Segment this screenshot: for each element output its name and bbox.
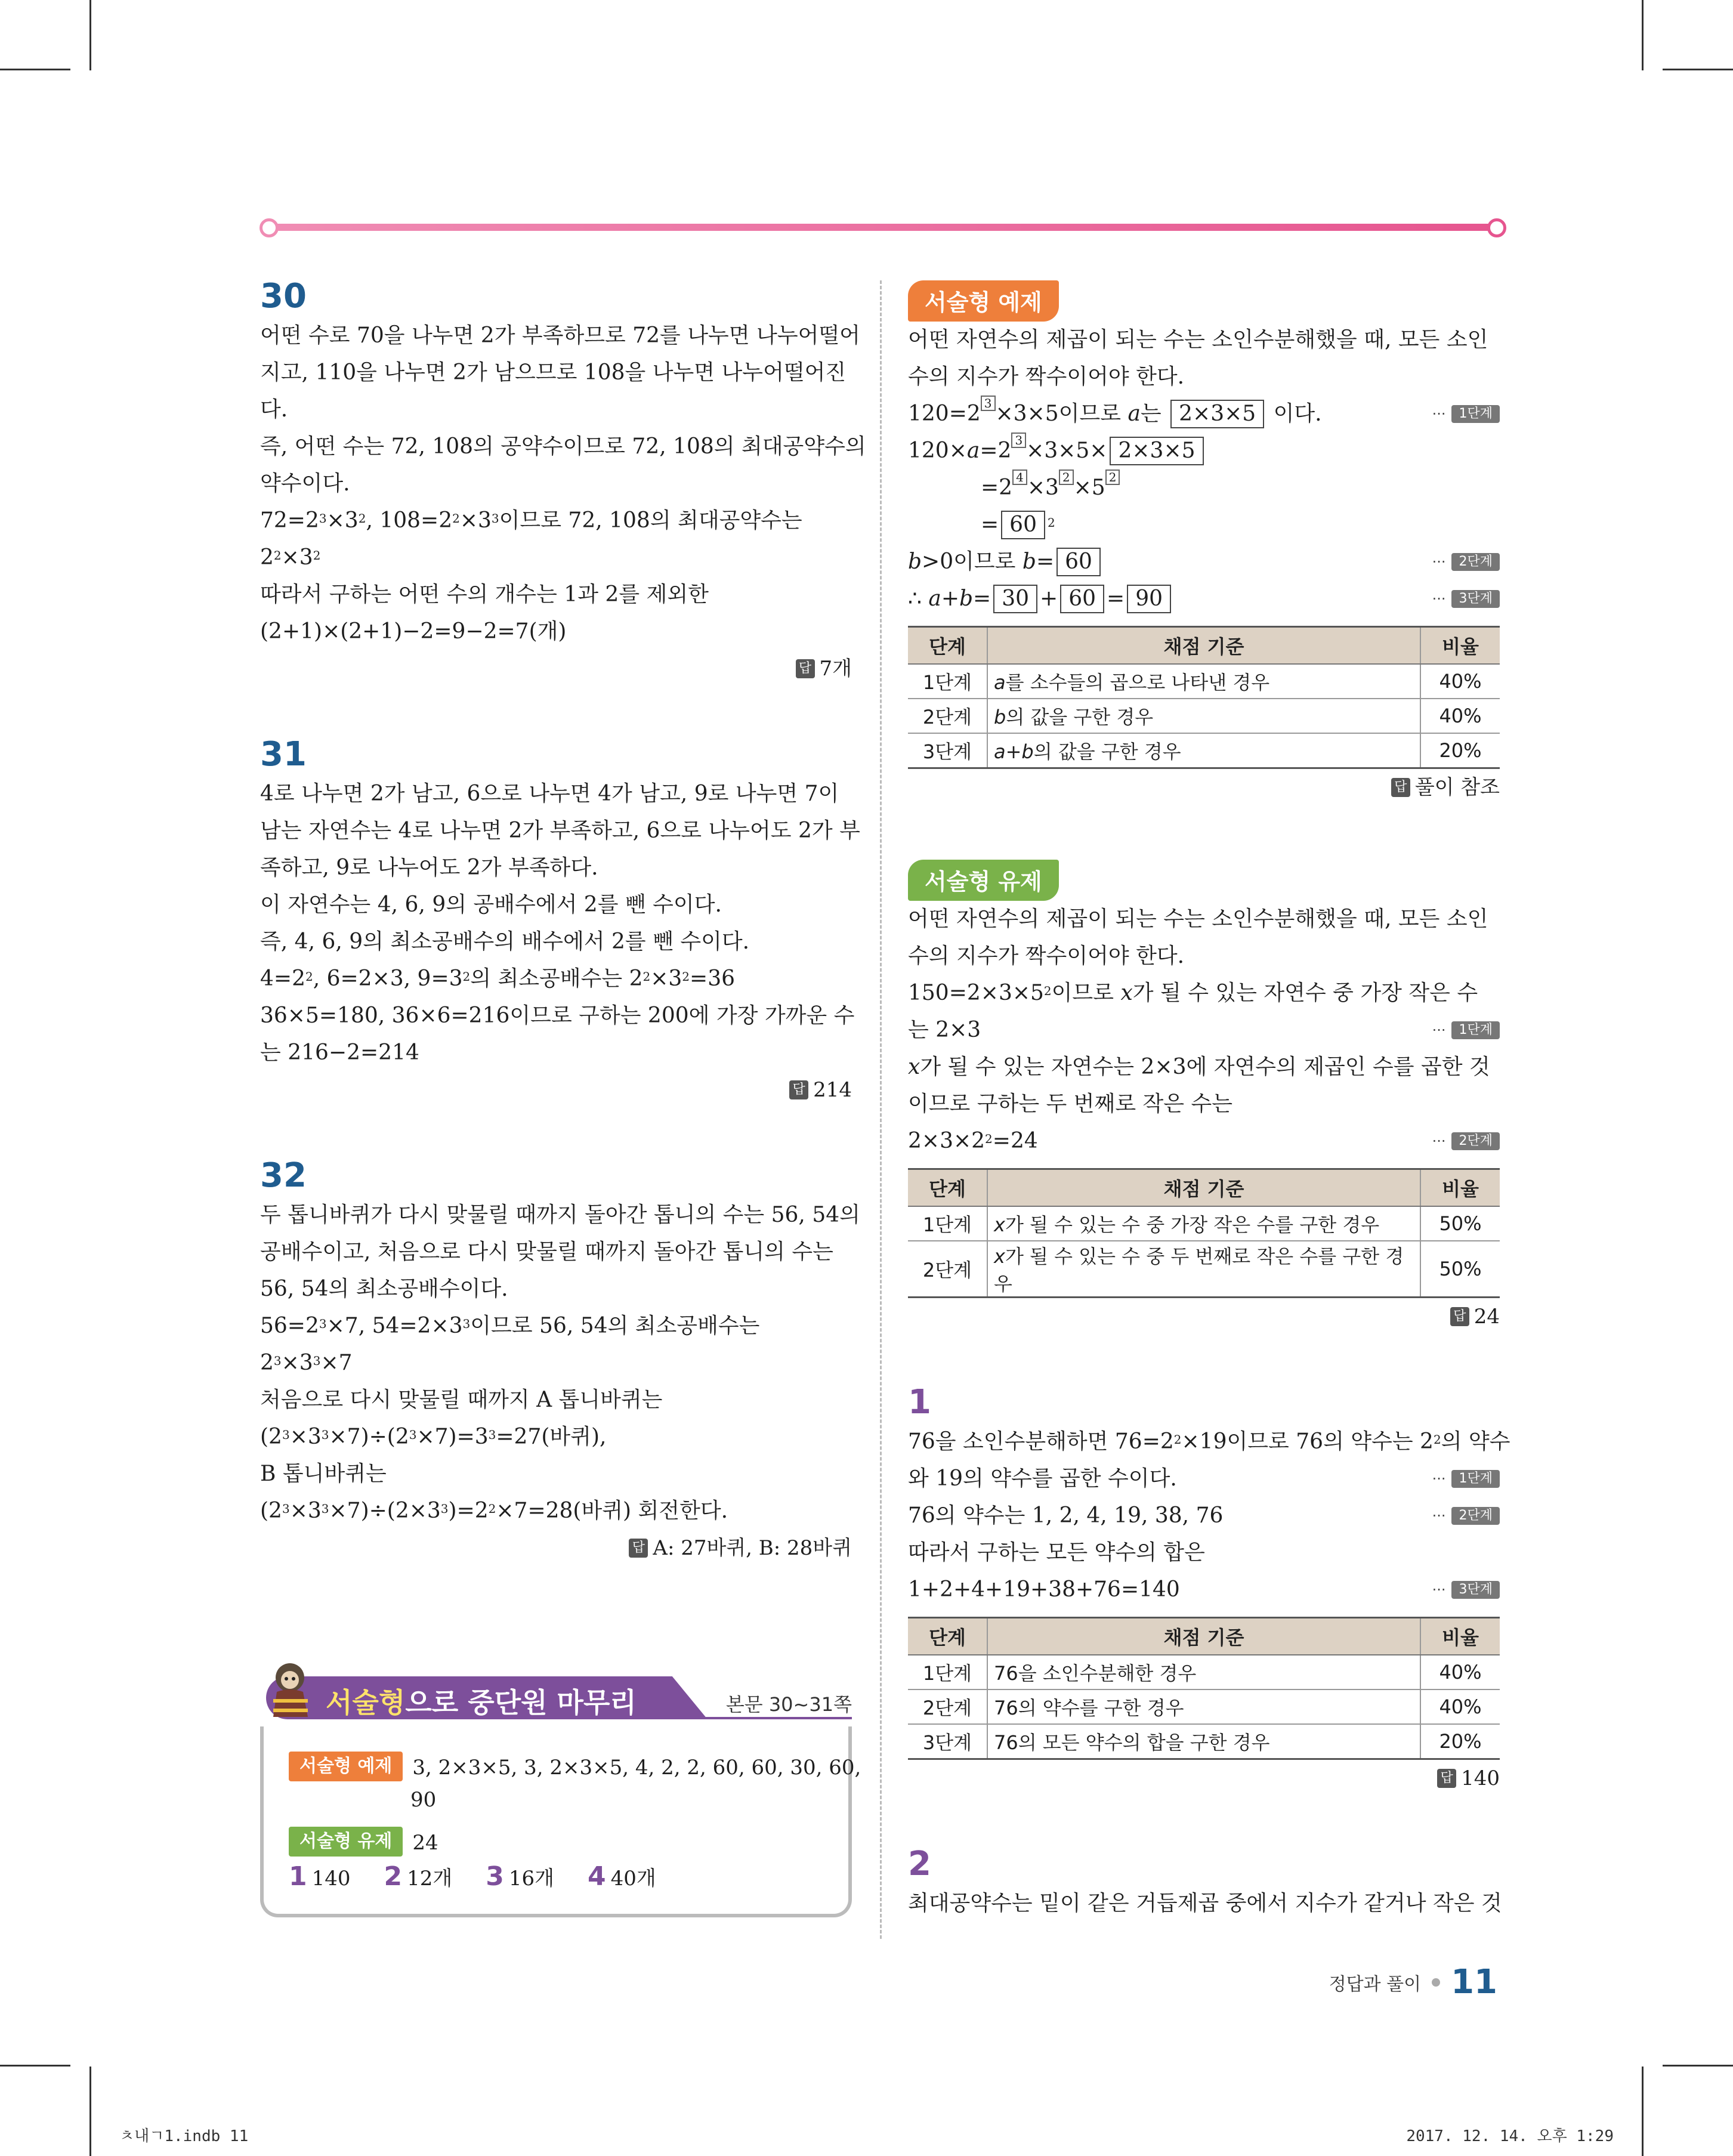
crop-mark: [1663, 69, 1733, 70]
scoring-table: 단계 채점 기준 비율 1단계 a를 소수들의 곱으로 나타낸 경우 40% 2단계 b의 값을 구한 경우 40% 3단계 a+b의 값을 구한 경우 20%: [908, 626, 1500, 769]
text-line: 남는 자연수는 4로 나누면 2가 부족하고, 6으로 나누어도 2가 부: [260, 818, 860, 843]
problem-number: 31: [260, 735, 307, 774]
text-line: 36×5=180, 36×6=216이므로 구하는 200에 가장 가까운 수: [260, 1003, 855, 1028]
text-line: (2+1)×(2+1)−2=9−2=7(개): [260, 619, 567, 644]
text-line: B 톱니바퀴는: [260, 1462, 387, 1486]
text-line: $150=2\times 3\times 5^2$이므로 x가 될 수 있는 자연수 중 가장 작은 수: [908, 981, 1478, 1005]
column-divider: [880, 280, 882, 1939]
summary-header: [260, 1652, 852, 1724]
similar-label: 서술형 유제: [289, 1827, 403, 1857]
text-line: 최대공약수는 밑이 같은 거듭제곱 중에서 지수가 같거나 작은 것: [908, 1891, 1502, 1916]
step-marker: ··· 3단계: [1432, 580, 1500, 617]
text-line: 다.: [260, 397, 288, 422]
table-row: 3단계 a+b의 값을 구한 경우 20%: [908, 733, 1500, 768]
step-marker: ··· 1단계: [1432, 1012, 1500, 1049]
table-row: 1단계 a를 소수들의 곱으로 나타낸 경우 40%: [908, 664, 1500, 699]
page-number: 11: [1451, 1963, 1497, 2001]
text-line: 4로 나누면 2가 남고, 6으로 나누면 4가 남고, 9로 나누면 7이: [260, 782, 839, 806]
text-line: 처음으로 다시 맞물릴 때까지 A 톱니바퀴는: [260, 1388, 663, 1412]
answer: 답 140: [908, 1760, 1500, 1797]
header-rule: [260, 218, 1506, 236]
text-line: $4=2^2$, 6=2×3, $9=3^2$의 최소공배수는 $2^2\times 3^2=36$: [260, 966, 736, 991]
table-row: 3단계 76의 모든 약수의 합을 구한 경우 20%: [908, 1724, 1500, 1759]
table-row: 2단계 b의 값을 구한 경우 40%: [908, 699, 1500, 733]
text-line: 120×a=2 3 ×3×5× 2×3×5: [908, 433, 1500, 469]
step-marker: ··· 1단계: [1432, 1460, 1500, 1497]
text-line: 지고, 110을 나누면 2가 남으므로 108을 나누면 나누어떨어진: [260, 360, 847, 385]
answer-icon: 답: [1437, 1769, 1456, 1788]
text-line: $72=2^3\times 3^2$, $108=2^2\times 3^3$이므로 72, 108의 최대공약수는: [260, 508, 802, 533]
text-line: =2 4 ×3 2 ×5 2: [908, 469, 1500, 506]
text-line: 1+2+4+19+38+76=140 ··· 3단계: [908, 1571, 1500, 1608]
footer-label: 정답과 풀이: [1329, 1973, 1422, 1995]
writing-similar: [908, 860, 1500, 1335]
monkey-mascot-icon: [260, 1657, 326, 1723]
print-slug-date: 2017. 12. 14. 오후 1:29: [1406, 2127, 1614, 2145]
writing-example: [908, 280, 1500, 806]
answer-icon: 답: [789, 1080, 808, 1099]
answer-icon: 답: [1450, 1307, 1469, 1326]
summary-example-cont: 90: [410, 1788, 437, 1812]
text-line: 수의 지수가 짝수이어야 한다.: [908, 365, 1185, 389]
scoring-table: 단계 채점 기준 비율 1단계 76을 소인수분해한 경우 40% 2단계 76의 약수를 구한 경우 40% 3단계 76의 모든 약수의 합을 구한 경우 20%: [908, 1617, 1500, 1760]
page-reference: 본문 30~31쪽: [725, 1693, 852, 1716]
text-line: 족하고, 9로 나누어도 2가 부족하다.: [260, 855, 598, 880]
text-line: $2^2\times 3^2$: [260, 545, 321, 570]
right-column: [908, 280, 1510, 1922]
text-line: = 60 $^2$: [908, 506, 1500, 543]
answer-icon: 답: [796, 659, 815, 678]
text-line: 는 2×3 ··· 1단계: [908, 1012, 1500, 1049]
text-line: 약수이다.: [260, 471, 350, 496]
answer-icon: 답: [629, 1539, 648, 1558]
text-line: 76을 소인수분해하면 $76=2^2\times 19$이므로 76의 약수는 $2^2$의 약수: [908, 1429, 1510, 1454]
problem-number: 30: [260, 277, 307, 316]
text-line: 어떤 수로 70을 나누면 2가 부족하므로 72를 나누면 나누어떨어: [260, 323, 860, 348]
example-banner: 서술형 예제: [908, 280, 1059, 322]
crop-mark: [89, 0, 91, 70]
crop-mark: [0, 2065, 70, 2067]
text-line: 수의 지수가 짝수이어야 한다.: [908, 944, 1185, 968]
problem-1: [908, 1382, 1510, 1797]
table-row: 2단계 x가 될 수 있는 수 중 두 번째로 작은 수를 구한 경우 50%: [908, 1241, 1500, 1298]
text-line: $2\times 3\times 2^2=24$ ··· 2단계: [908, 1123, 1500, 1160]
text-line: $2^3\times 3^3\times 7$: [260, 1351, 353, 1375]
step-marker: ··· 3단계: [1432, 1571, 1500, 1608]
summary-example: 서술형 예제 3, 2×3×5, 3, 2×3×5, 4, 2, 2, 60, 60, 30, 60,: [289, 1752, 861, 1784]
problem-2: [908, 1843, 1500, 1922]
text-line: 어떤 자연수의 제곱이 되는 수는 소인수분해했을 때, 모든 소인: [908, 328, 1488, 352]
text-line: 와 19의 약수를 곱한 수이다. ··· 1단계: [908, 1460, 1500, 1497]
text-line: $(2^3\times 3^3\times 7)\div(2^3\times 7)=3^3=27$(바퀴),: [260, 1425, 607, 1449]
problem-30: [260, 276, 866, 687]
table-row: 1단계 76을 소인수분해한 경우 40%: [908, 1655, 1500, 1689]
text-line: 는 216−2=214: [260, 1040, 419, 1065]
step-marker: ··· 2단계: [1432, 1123, 1500, 1160]
similar-banner: 서술형 유제: [908, 860, 1059, 901]
text-line: $(2^3\times 3^3\times 7)\div(2\times 3^3)=2^2\times 7=28$(바퀴) 회전한다.: [260, 1499, 728, 1523]
text-line: ∴ a+b= 30 + 60 = 90 ··· 3단계: [908, 580, 1500, 617]
text-line: 즉, 어떤 수는 72, 108의 공약수이므로 72, 108의 최대공약수의: [260, 434, 866, 459]
text-line: 즉, 4, 6, 9의 최소공배수의 배수에서 2를 뺀 수이다.: [260, 929, 750, 954]
crop-mark: [1663, 2065, 1733, 2067]
answer: 답 214: [260, 1071, 852, 1108]
step-marker: ··· 1단계: [1432, 396, 1500, 433]
answer: 답 풀이 참조: [908, 769, 1500, 806]
step-marker: ··· 2단계: [1432, 1497, 1500, 1534]
print-slug-file: ㅊ내ㄱ1.indb 11: [119, 2127, 249, 2145]
answer: 답 A: 27바퀴, B: 28바퀴: [260, 1530, 852, 1567]
crop-mark: [89, 2067, 91, 2156]
text-line: 76의 약수는 1, 2, 4, 19, 38, 76 ··· 2단계: [908, 1497, 1500, 1534]
example-label: 서술형 예제: [289, 1752, 403, 1781]
text-line: b>0이므로 b= 60 ··· 2단계: [908, 543, 1500, 580]
summary-title: 서술형으로 중단원 마무리: [326, 1687, 637, 1719]
page-footer: [1329, 1963, 1497, 2001]
problem-number: 1: [908, 1383, 931, 1422]
text-line: 이 자연수는 4, 6, 9의 공배수에서 2를 뺀 수이다.: [260, 892, 722, 917]
text-line: 56, 54의 최소공배수이다.: [260, 1277, 508, 1301]
text-line: 따라서 구하는 모든 약수의 합은: [908, 1540, 1205, 1565]
text-line: 이므로 구하는 두 번째로 작은 수는: [908, 1092, 1233, 1116]
text-line: 어떤 자연수의 제곱이 되는 수는 소인수분해했을 때, 모든 소인: [908, 907, 1488, 931]
crop-mark: [0, 69, 70, 70]
text-line: 공배수이고, 처음으로 다시 맞물릴 때까지 돌아간 톱니의 수는: [260, 1240, 833, 1264]
problem-32: [260, 1155, 860, 1567]
text-line: 두 톱니바퀴가 다시 맞물릴 때까지 돌아간 톱니의 수는 56, 54의: [260, 1203, 860, 1227]
answer-icon: 답: [1391, 778, 1410, 797]
left-column: [260, 276, 866, 1567]
summary-similar: 서술형 유제 24: [289, 1827, 438, 1859]
text-line: $56=2^3\times 7$, $54=2\times 3^3$이므로 56, 54의 최소공배수는: [260, 1314, 760, 1338]
crop-mark: [1642, 0, 1644, 70]
text-line: x가 될 수 있는 자연수는 2×3에 자연수의 제곱인 수를 곱한 것: [908, 1055, 1490, 1079]
table-row: 1단계 x가 될 수 있는 수 중 가장 작은 수를 구한 경우 50%: [908, 1206, 1500, 1241]
text-line: 120=2 3 ×3×5이므로 a는 2×3×5 이다. ··· 1단계: [908, 396, 1500, 433]
crop-mark: [1642, 2067, 1644, 2156]
text-line: 따라서 구하는 어떤 수의 개수는 1과 2를 제외한: [260, 582, 709, 607]
step-marker: ··· 2단계: [1432, 543, 1500, 580]
problem-number: 2: [908, 1845, 931, 1883]
scoring-table: 단계 채점 기준 비율 1단계 x가 될 수 있는 수 중 가장 작은 수를 구한 경우 50% 2단계 x가 될 수 있는 수 중 두 번째로 작은 수를 구한 경우 50%: [908, 1168, 1500, 1298]
summary-answers: 1 140 2 12개 3 16개 4 40개: [289, 1861, 656, 1892]
problem-31: [260, 734, 860, 1108]
answer: 답 7개: [260, 650, 852, 687]
table-row: 2단계 76의 약수를 구한 경우 40%: [908, 1689, 1500, 1724]
problem-number: 32: [260, 1156, 307, 1195]
answer: 답 24: [908, 1298, 1500, 1335]
